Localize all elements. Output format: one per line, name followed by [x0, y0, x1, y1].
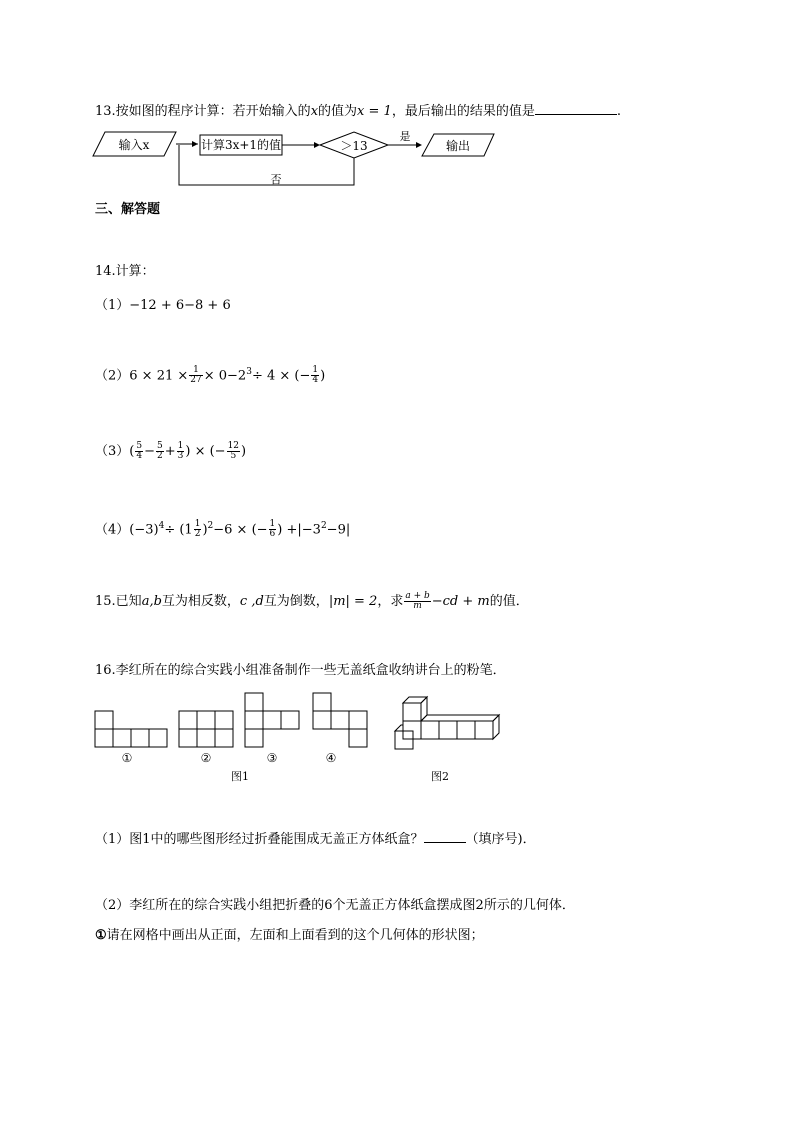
net-2	[179, 711, 233, 747]
q14-part4: $(4)(-3)^4\div (1$ $\frac{1}{2}$ )$^2$−6 × (− $\frac{1}{6}$ ) $+|-3^2-9|$	[95, 519, 351, 540]
q13-flowchart	[92, 128, 502, 190]
q14-part2: （2）6 × 21 × $\frac{1}{27}$ × $0-2^3\div 4$ × (− $\frac{1}{4}$ )	[95, 365, 326, 386]
answer-blank[interactable]	[424, 842, 466, 843]
q16-part2: （2）李红所在的综合实践小组把折叠的6个无盖正方体纸盒摆成图2所示的几何体．	[95, 898, 575, 913]
q14-part3: （3）( $\frac{5}{4}$ − $\frac{5}{2}$ + $\frac{1}{3}$ ) × (− $\frac{12}{5}$ )	[95, 441, 247, 461]
q16-title: 16.李红所在的综合实践小组准备制作一些无盖纸盒收纳讲台上的粉笔．	[95, 663, 506, 678]
net-3	[245, 693, 299, 747]
flow-output-label: 输出	[445, 139, 471, 153]
flow-input-label: 输入x	[118, 138, 150, 152]
net-1	[95, 711, 167, 747]
fig-label-4: ④	[325, 751, 337, 765]
fig1-caption: 图1	[231, 770, 249, 783]
section-heading: 三、解答题	[95, 202, 161, 217]
answer-blank[interactable]	[535, 114, 617, 115]
flow-condition-label: ＞13	[340, 139, 368, 153]
q13-text: 13.按如图的程序计算：若开始输入的x的值为x = 1，最后输出的结果的值是 .	[95, 104, 621, 119]
flow-compute-label: 计算3x+1的值	[200, 138, 282, 152]
fig-label-3: ③	[266, 751, 278, 765]
q14-part1: （1）−12 + 6−8 + 6	[95, 298, 231, 313]
fig-label-2: ②	[200, 751, 212, 765]
net-4	[313, 693, 367, 747]
q15-text: 15.已知a,b互为相反数，c ,d互为倒数，|m| = 2，求 $\frac{a + b}{m}$ −cd + m的值．	[95, 591, 529, 611]
flow-yes-label: 是	[399, 130, 411, 143]
flow-no-label: 否	[270, 173, 282, 186]
fig2-caption: 图2	[431, 770, 449, 783]
q16-part1: （1）图1中的哪些图形经过折叠能围成无盖正方体纸盒？ （填序号)．	[95, 832, 536, 847]
q14-title: 14.计算：	[95, 264, 155, 279]
q16-figures	[90, 690, 510, 785]
cube-assembly	[395, 697, 499, 749]
fig-label-1: ①	[121, 751, 133, 765]
q16-sub1: ①请在网格中画出从正面，左面和上面看到的这个几何体的形状图；	[95, 928, 484, 943]
